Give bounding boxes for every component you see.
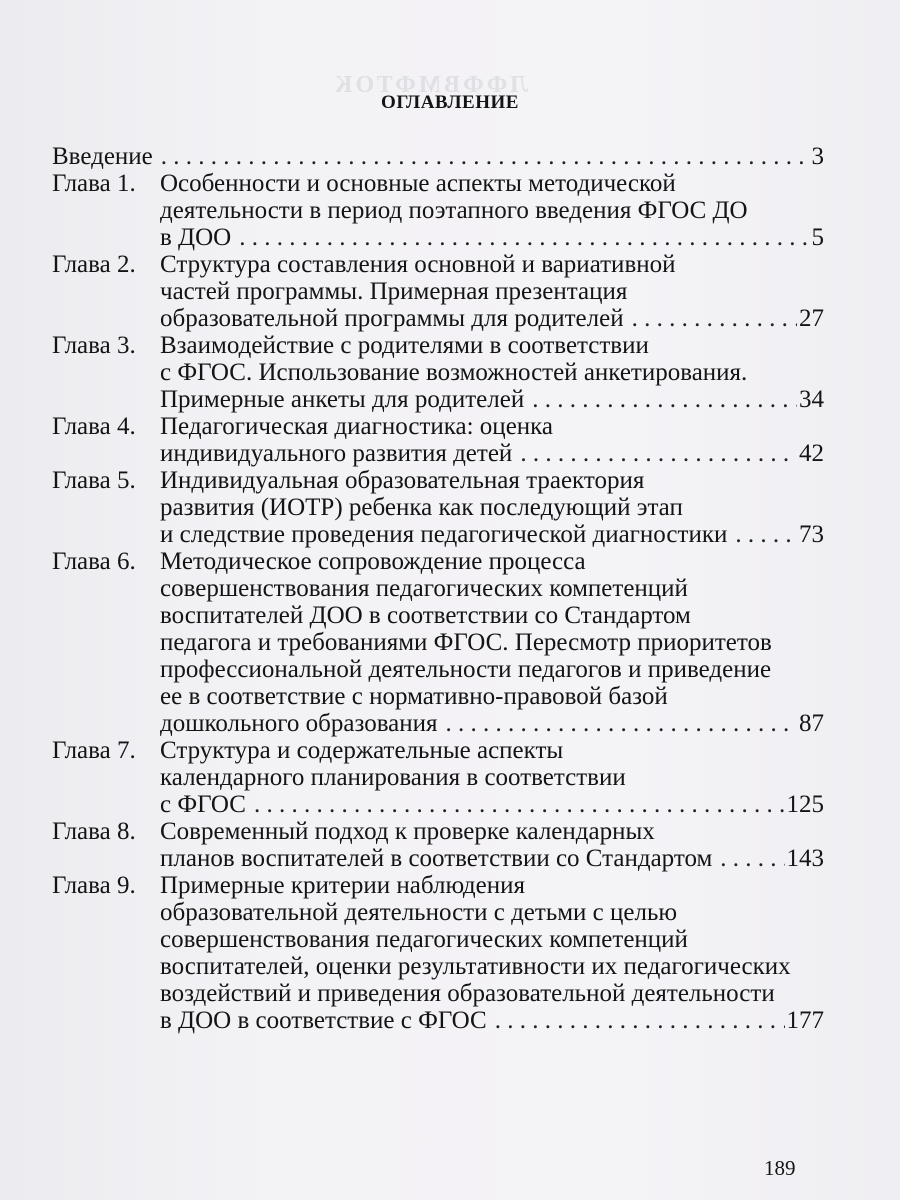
toc-line	[52, 926, 824, 953]
entry-title-line: с ФГОС. Использование возможностей анкетирования.	[160, 359, 748, 386]
toc-line	[52, 575, 824, 602]
toc-entry[interactable]	[52, 467, 824, 548]
entry-title-line: воспитателей ДОО в соответствии со Стандартом	[160, 602, 691, 629]
toc-line	[52, 845, 824, 872]
toc-line	[52, 656, 824, 683]
toc-entry[interactable]	[52, 332, 824, 413]
entry-title-line: планов воспитателей в соответствии со Стандартом	[160, 845, 713, 872]
chapter-label: Глава 2.	[52, 251, 136, 278]
toc-line	[52, 143, 824, 170]
toc-line	[52, 1007, 824, 1034]
entry-title-line: совершенствования педагогических компетенций	[160, 926, 688, 953]
dot-leader	[254, 791, 785, 818]
entry-page-number: 34	[799, 386, 824, 413]
entry-title-line: воспитателей, оценки результативности их педагогических	[160, 953, 791, 980]
entry-page-number: 177	[786, 1007, 824, 1034]
chapter-label: Глава 1.	[52, 170, 136, 197]
chapter-label: Глава 8.	[52, 818, 136, 845]
entry-title-line: Примерные анкеты для родителей	[160, 386, 525, 413]
toc-entry[interactable]	[52, 143, 824, 170]
toc-line	[52, 791, 824, 818]
toc-line	[52, 737, 824, 764]
entry-title-line: в ДОО в соответствие с ФГОС	[160, 1007, 487, 1034]
entry-title-line: Индивидуальная образовательная траектория	[160, 467, 645, 494]
entry-title-line: Методическое сопровождение процесса	[160, 548, 586, 575]
entry-title-line: дошкольного образования	[160, 710, 438, 737]
toc-line	[52, 413, 824, 440]
toc-title: ОГЛАВЛЕНИЕ	[381, 92, 519, 113]
dot-leader	[495, 1007, 785, 1034]
toc-line	[52, 224, 824, 251]
toc-line	[52, 872, 824, 899]
toc-line	[52, 521, 824, 548]
entry-page-number: 73	[799, 521, 824, 548]
toc-line	[52, 899, 824, 926]
toc-line	[52, 278, 824, 305]
toc-line	[52, 170, 824, 197]
toc-line	[52, 332, 824, 359]
toc-line	[52, 494, 824, 521]
toc-entry[interactable]	[52, 872, 824, 1034]
dot-leader	[161, 143, 810, 170]
dot-leader	[720, 845, 784, 872]
entry-title-line: Структура составления основной и вариативной	[160, 251, 676, 278]
entry-title-line: образовательной программы для родителей	[160, 305, 624, 332]
entry-title-line: Структура и содержательные аспекты	[160, 737, 564, 764]
toc-line	[52, 953, 824, 980]
entry-title-line: деятельности в период поэтапного введения ФГОС ДО	[160, 197, 748, 224]
toc-line	[52, 980, 824, 1007]
entry-title-line: Введение	[52, 143, 153, 170]
entry-page-number: 27	[799, 305, 824, 332]
dot-leader	[239, 224, 809, 251]
chapter-label: Глава 7.	[52, 737, 136, 764]
toc-entry[interactable]	[52, 818, 824, 872]
entry-page-number: 3	[811, 143, 824, 170]
toc-entry[interactable]	[52, 251, 824, 332]
entry-title-line: совершенствования педагогических компетенций	[160, 575, 688, 602]
dot-leader	[446, 710, 797, 737]
dot-leader	[632, 305, 797, 332]
toc-line	[52, 629, 824, 656]
toc-line	[52, 440, 824, 467]
bleed-through-text: ЛФФВМФТОК	[332, 72, 528, 98]
entry-page-number: 87	[799, 710, 824, 737]
toc-entry[interactable]	[52, 413, 824, 467]
entry-page-number: 143	[786, 845, 824, 872]
dot-leader	[735, 521, 797, 548]
toc-line	[52, 467, 824, 494]
toc-line	[52, 305, 824, 332]
toc-entry[interactable]	[52, 737, 824, 818]
entry-title-line: Современный подход к проверке календарных	[160, 818, 655, 845]
toc-entry[interactable]	[52, 548, 824, 737]
toc-line	[52, 251, 824, 278]
toc-line	[52, 683, 824, 710]
toc-line	[52, 359, 824, 386]
entry-page-number: 42	[799, 440, 824, 467]
entry-title-line: педагога и требованиями ФГОС. Пересмотр приоритетов	[160, 629, 772, 656]
chapter-label: Глава 9.	[52, 872, 136, 899]
chapter-label: Глава 5.	[52, 467, 136, 494]
entry-title-line: Взаимодействие с родителями в соответствии	[160, 332, 649, 359]
entry-title-line: индивидуального развития детей	[160, 440, 513, 467]
entry-title-line: с ФГОС	[160, 791, 246, 818]
toc-line	[52, 710, 824, 737]
entry-title-line: Особенности и основные аспекты методической	[160, 170, 676, 197]
toc-line	[52, 764, 824, 791]
toc-line	[52, 197, 824, 224]
entry-page-number: 125	[786, 791, 824, 818]
entry-title-line: воздействий и приведения образовательной деятельности	[160, 980, 775, 1007]
entry-title-line: образовательной деятельности с детьми с целью	[160, 899, 678, 926]
entry-title-line: ее в соответствие с нормативно-правовой базой	[160, 683, 668, 710]
dot-leader	[532, 386, 797, 413]
entry-title-line: развития (ИОТР) ребенка как последующий этап	[160, 494, 683, 521]
toc-line	[52, 548, 824, 575]
entry-title-line: и следствие проведения педагогической диагностики	[160, 521, 728, 548]
entry-title-line: Примерные критерии наблюдения	[160, 872, 525, 899]
entry-title-line: Педагогическая диагностика: оценка	[160, 413, 554, 440]
toc-line	[52, 602, 824, 629]
entry-title-line: календарного планирования в соответствии	[160, 764, 626, 791]
toc-line	[52, 818, 824, 845]
entry-title-line: профессиональной деятельности педагогов и приведение	[160, 656, 772, 683]
table-of-contents	[52, 143, 824, 1034]
toc-entry[interactable]	[52, 170, 824, 251]
chapter-label: Глава 4.	[52, 413, 136, 440]
dot-leader	[520, 440, 797, 467]
chapter-label: Глава 6.	[52, 548, 136, 575]
toc-line	[52, 386, 824, 413]
page-number: 189	[764, 1156, 796, 1180]
entry-title-line: в ДОО	[160, 224, 232, 251]
chapter-label: Глава 3.	[52, 332, 136, 359]
entry-title-line: частей программы. Примерная презентация	[160, 278, 628, 305]
entry-page-number: 5	[811, 224, 824, 251]
